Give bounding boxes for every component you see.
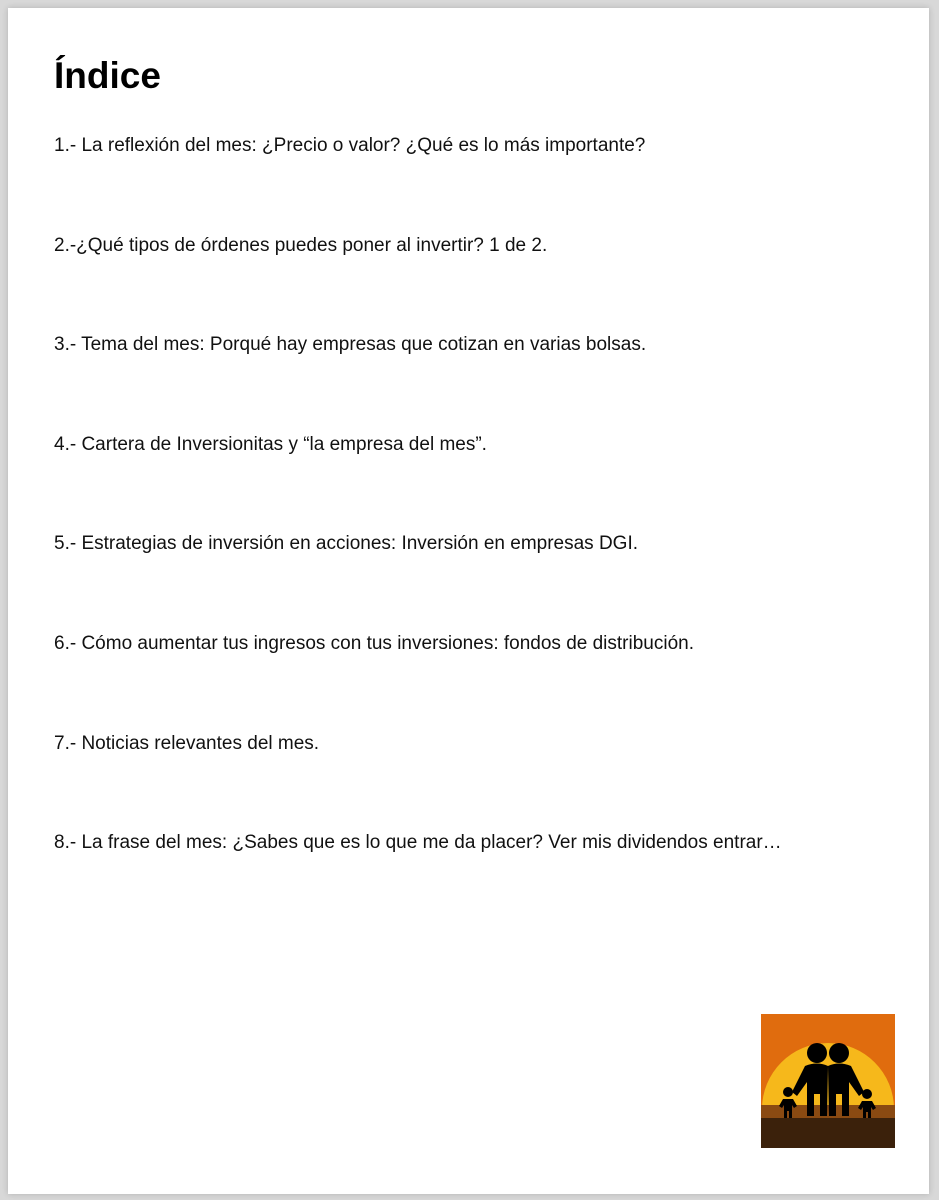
toc-item bbox=[54, 233, 914, 333]
toc-item bbox=[54, 830, 914, 930]
toc-item-text: 2.-¿Qué tipos de órdenes puedes poner al invertir? 1 de 2. bbox=[54, 234, 548, 256]
toc-item bbox=[54, 432, 914, 532]
toc-item bbox=[54, 631, 914, 731]
toc-item-text: 1.- La reflexión del mes: ¿Precio o valor? ¿Qué es lo más importante? bbox=[54, 135, 646, 156]
toc-item-text: 3.- Tema del mes: Porqué hay empresas que cotizan en varias bolsas. bbox=[54, 334, 647, 356]
toc-item bbox=[54, 531, 914, 631]
toc-item bbox=[54, 731, 914, 831]
document-page bbox=[8, 8, 929, 1194]
toc-item-text: 8.- La frase del mes: ¿Sabes que es lo que me da placer? Ver mis dividendos entrar… bbox=[54, 832, 782, 854]
toc-item-text: 4.- Cartera de Inversionitas y “la empresa del mes”. bbox=[54, 433, 487, 455]
toc-item-text: 6.- Cómo aumentar tus ingresos con tus inversiones: fondos de distribución. bbox=[54, 632, 694, 654]
toc-item-text: 5.- Estrategias de inversión en acciones: Inversión en empresas DGI. bbox=[54, 533, 639, 555]
toc-item bbox=[54, 332, 914, 432]
toc-item-text: 7.- Noticias relevantes del mes. bbox=[54, 732, 320, 754]
page-title: Índice bbox=[54, 55, 161, 96]
family-sunset-logo-icon bbox=[761, 1014, 895, 1148]
table-of-contents bbox=[54, 133, 914, 930]
toc-item bbox=[54, 133, 914, 233]
